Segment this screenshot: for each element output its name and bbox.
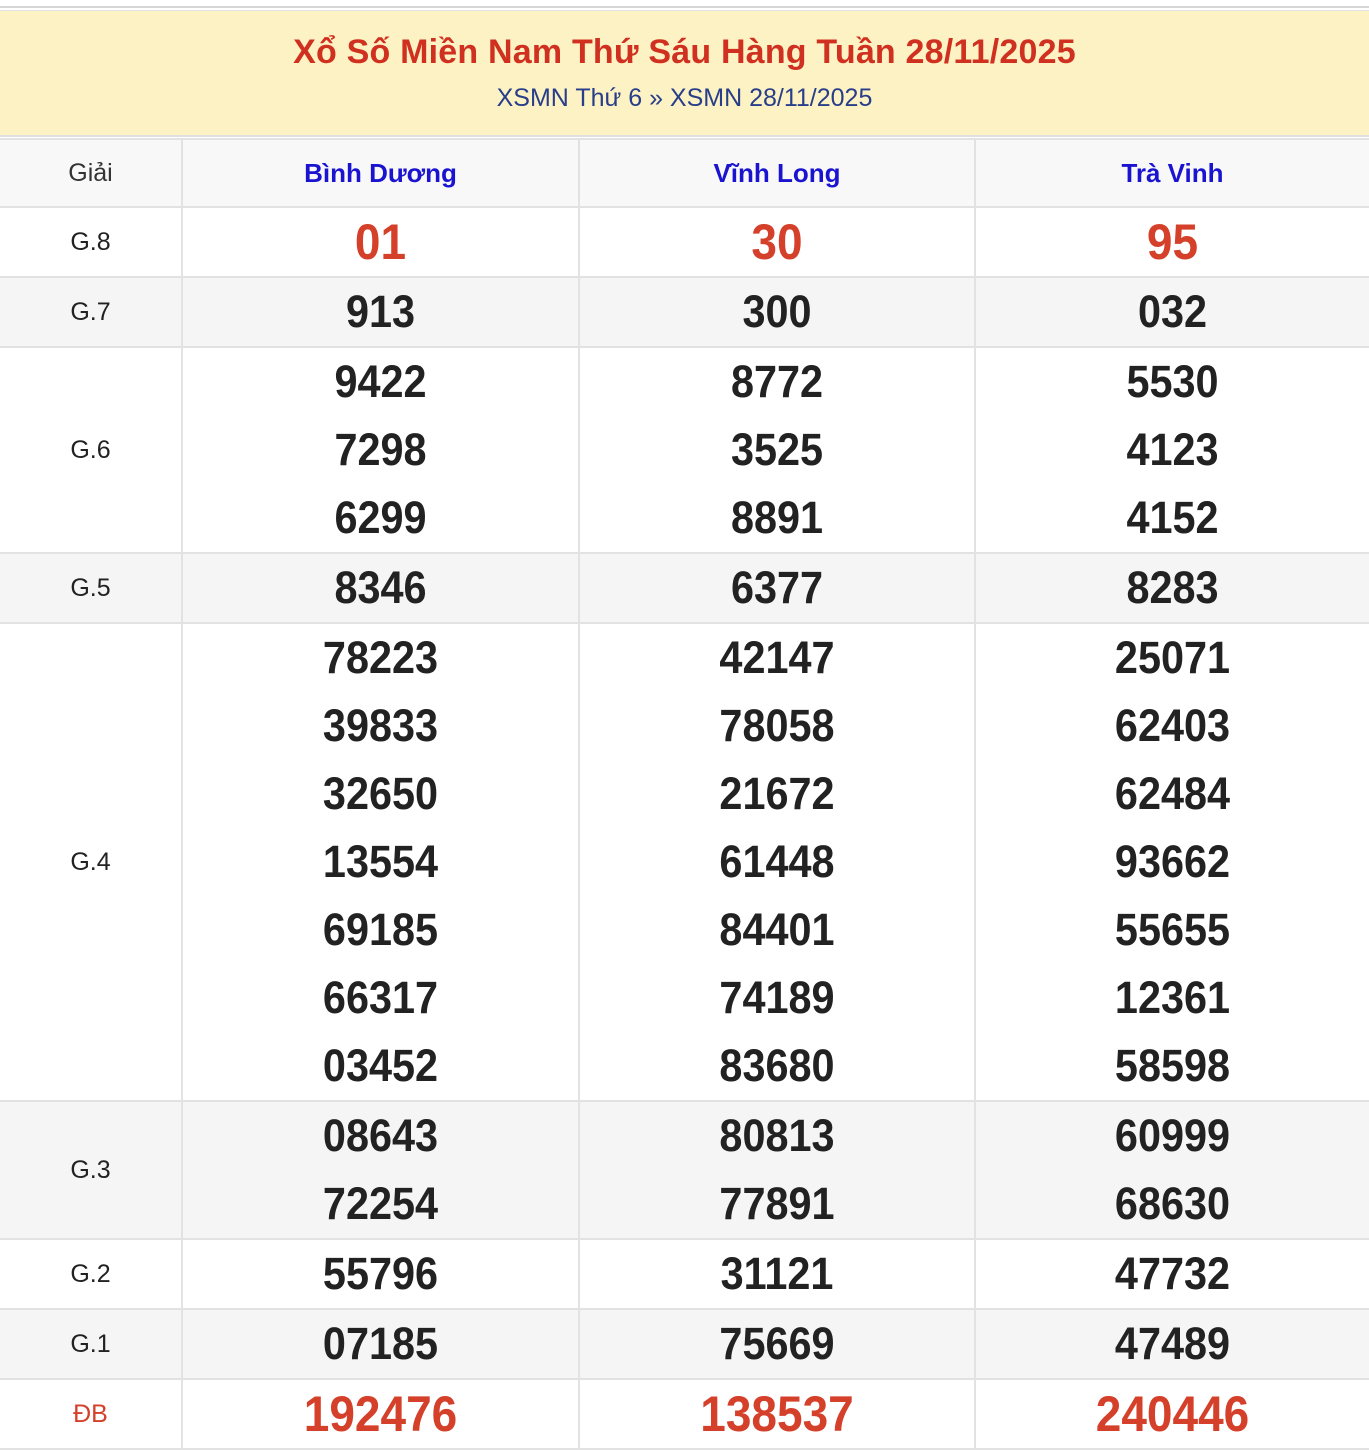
result-cell xyxy=(182,347,579,553)
result-number: 39833 xyxy=(322,700,439,751)
result-number: 07185 xyxy=(322,1318,439,1369)
prize-label: G.2 xyxy=(0,1239,182,1309)
result-number: 138537 xyxy=(700,1386,854,1442)
top-divider xyxy=(0,6,1369,8)
breadcrumb-link-xsmn-date[interactable]: XSMN 28/11/2025 xyxy=(669,84,873,112)
result-cell xyxy=(975,1309,1369,1379)
result-number: 8891 xyxy=(730,492,824,543)
result-cell xyxy=(182,623,579,1101)
result-cell xyxy=(182,1239,579,1309)
result-number: 3525 xyxy=(730,424,824,475)
result-cell xyxy=(579,1309,975,1379)
result-number: 55655 xyxy=(1114,904,1231,955)
prize-label: G.8 xyxy=(0,207,182,277)
result-number: 6377 xyxy=(730,562,824,613)
prize-label: G.1 xyxy=(0,1309,182,1379)
result-number: 61448 xyxy=(719,836,835,887)
result-number: 4123 xyxy=(1126,424,1219,475)
result-number: 62403 xyxy=(1114,700,1231,751)
prize-row xyxy=(0,1309,1369,1379)
result-number: 47489 xyxy=(1114,1318,1231,1369)
result-number: 8346 xyxy=(334,562,427,613)
result-number: 47732 xyxy=(1114,1248,1231,1299)
result-number: 8283 xyxy=(1126,562,1219,613)
result-cell xyxy=(975,207,1369,277)
prize-row xyxy=(0,1379,1369,1449)
result-number: 9422 xyxy=(334,356,427,407)
prize-label: G.7 xyxy=(0,277,182,347)
result-cell xyxy=(579,1101,975,1239)
result-cell xyxy=(579,277,975,347)
result-number: 300 xyxy=(742,286,812,337)
results-header xyxy=(0,10,1369,137)
result-number: 84401 xyxy=(719,904,835,955)
result-number: 95 xyxy=(1146,214,1199,270)
breadcrumb-link-xsmn-thu-6[interactable]: XSMN Thứ 6 xyxy=(496,84,643,112)
result-number: 7298 xyxy=(334,424,427,475)
result-number: 62484 xyxy=(1114,768,1231,819)
result-number: 8772 xyxy=(730,356,824,407)
prize-row xyxy=(0,623,1369,1101)
result-number: 31121 xyxy=(720,1248,834,1299)
results-table xyxy=(0,138,1369,1450)
prize-label: G.5 xyxy=(0,553,182,623)
result-cell xyxy=(975,277,1369,347)
prize-row xyxy=(0,1239,1369,1309)
result-number: 21672 xyxy=(719,768,835,819)
result-number: 78223 xyxy=(322,632,439,683)
result-number: 25071 xyxy=(1114,632,1231,683)
result-number: 13554 xyxy=(322,836,439,887)
result-cell xyxy=(975,1239,1369,1309)
result-cell xyxy=(579,1239,975,1309)
result-cell xyxy=(182,277,579,347)
result-number: 32650 xyxy=(322,768,439,819)
result-cell xyxy=(579,347,975,553)
result-number: 93662 xyxy=(1114,836,1231,887)
result-number: 77891 xyxy=(719,1178,835,1229)
result-cell xyxy=(975,347,1369,553)
result-number: 72254 xyxy=(322,1178,439,1229)
result-number: 69185 xyxy=(322,904,439,955)
prize-label: G.3 xyxy=(0,1101,182,1239)
result-cell xyxy=(182,1379,579,1449)
result-cell xyxy=(975,1379,1369,1449)
prize-row xyxy=(0,347,1369,553)
result-cell xyxy=(182,553,579,623)
prize-label: G.4 xyxy=(0,623,182,1101)
result-number: 913 xyxy=(345,286,416,337)
result-number: 55796 xyxy=(322,1248,439,1299)
page-title: Xổ Số Miền Nam Thứ Sáu Hàng Tuần 28/11/2025 xyxy=(293,33,1076,71)
breadcrumb-separator: » xyxy=(649,84,663,112)
result-cell xyxy=(579,623,975,1101)
result-number: 240446 xyxy=(1095,1386,1250,1442)
result-cell xyxy=(579,1379,975,1449)
prize-label: ĐB xyxy=(0,1379,182,1449)
province-header-tra-vinh[interactable]: Trà Vinh xyxy=(975,139,1369,207)
province-header-vinh-long[interactable]: Vĩnh Long xyxy=(579,139,975,207)
result-number: 032 xyxy=(1137,286,1208,337)
result-number: 75669 xyxy=(719,1318,835,1369)
result-cell xyxy=(579,207,975,277)
result-number: 30 xyxy=(751,214,803,270)
result-cell xyxy=(579,553,975,623)
result-number: 192476 xyxy=(303,1386,458,1442)
result-cell xyxy=(182,1101,579,1239)
result-number: 01 xyxy=(354,214,407,270)
result-number: 58598 xyxy=(1114,1040,1231,1091)
prize-row xyxy=(0,1101,1369,1239)
province-header-binh-duong[interactable]: Bình Dương xyxy=(182,139,579,207)
breadcrumb xyxy=(0,84,1369,113)
prize-row xyxy=(0,553,1369,623)
result-cell xyxy=(182,1309,579,1379)
result-number: 42147 xyxy=(719,632,835,683)
prize-column-header: Giải xyxy=(0,139,182,207)
result-number: 74189 xyxy=(719,972,835,1023)
result-number: 78058 xyxy=(719,700,835,751)
result-number: 12361 xyxy=(1114,972,1231,1023)
result-number: 60999 xyxy=(1114,1110,1231,1161)
result-cell xyxy=(975,553,1369,623)
result-cell xyxy=(182,207,579,277)
result-number: 03452 xyxy=(322,1040,439,1091)
table-header-row xyxy=(0,139,1369,207)
result-number: 80813 xyxy=(719,1110,835,1161)
prize-row xyxy=(0,207,1369,277)
result-number: 08643 xyxy=(322,1110,439,1161)
result-cell xyxy=(975,1101,1369,1239)
result-number: 68630 xyxy=(1114,1178,1231,1229)
prize-row xyxy=(0,277,1369,347)
result-cell xyxy=(975,623,1369,1101)
prize-label: G.6 xyxy=(0,347,182,553)
result-number: 4152 xyxy=(1126,492,1219,543)
result-number: 83680 xyxy=(719,1040,835,1091)
result-number: 6299 xyxy=(334,492,427,543)
result-number: 66317 xyxy=(322,972,439,1023)
result-number: 5530 xyxy=(1126,356,1219,407)
